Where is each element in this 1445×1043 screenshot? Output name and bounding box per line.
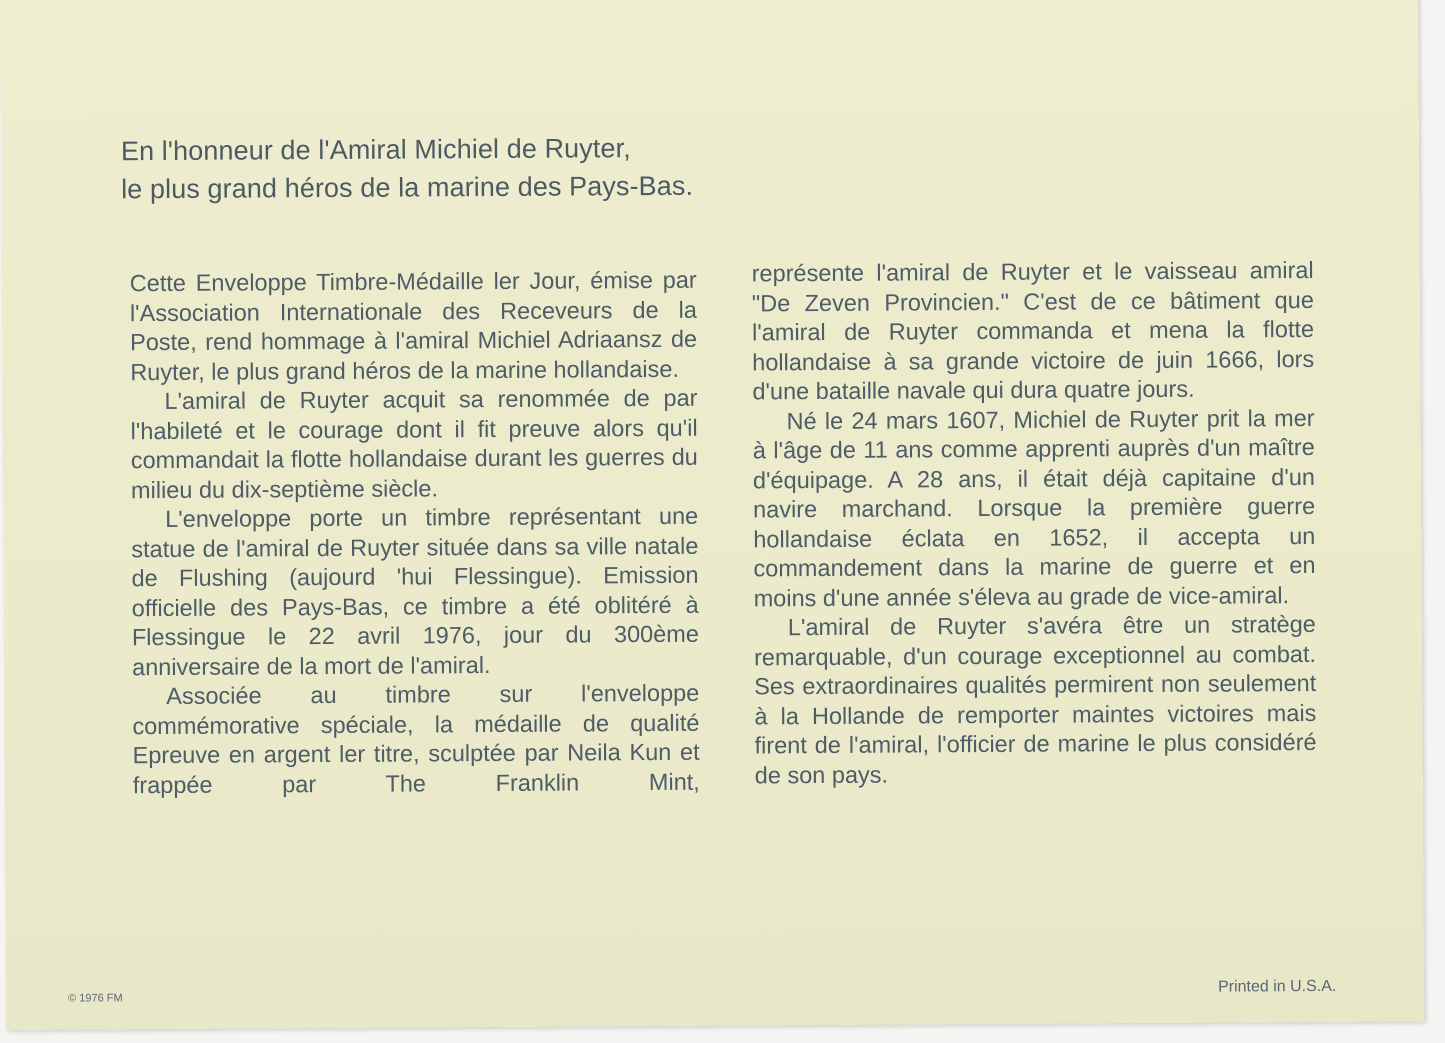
paragraph: représente l'amiral de Ruyter et le vaisseau amiral "De Zeven Provincien." C'est de ce bâtiment que l'amiral de Ruyter commanda et mena la flotte hollandaise à sa grande victoire de juin 1666, lors d'une bataille navale qui dura quatre jours. — [751, 256, 1315, 405]
paragraph: Associée au timbre sur l'enveloppe commémorative spéciale, la médaille de qualité Epreuve en argent ler titre, sculptée par Neila Kun et frappée par The Franklin Mint, — [132, 679, 700, 798]
paragraph: Cette Enveloppe Timbre-Médaille ler Jour, émise par l'Association Internationale des Receveurs de la Poste, rend hommage à l'amiral Michiel Adriaansz de Ruyter, le plus grand héros de la marine hollandaise. — [129, 266, 698, 385]
printed-in-notice: Printed in U.S.A. — [1218, 977, 1337, 996]
paragraph: L'enveloppe porte un timbre représentant une statue de l'amiral de Ruyter située dans sa ville natale de Flushing (aujourd 'hui Flessingue). Emission officielle des Pays-Bas, ce timbre a été oblitéré à Flessingue le 22 avril 1976, jour du 300ème anniversaire de la mort de l'amiral. — [131, 502, 699, 680]
paragraph: Né le 24 mars 1607, Michiel de Ruyter prit la mer à l'âge de 11 ans comme apprenti auprès d'un maître d'équipage. A 28 ans, il était déjà capitaine d'un navire marchand. Lorsque la première guerre hollandaise éclata en 1652, il accepta un commandement dans la marine de guerre et en moins d'une année s'éleva au grade de vice-amiral. — [752, 404, 1316, 611]
title-line-2: le plus grand héros de la marine des Pays-Bas. — [121, 170, 694, 205]
paragraph: L'amiral de Ruyter s'avéra être un stratège remarquable, d'un courage exceptionnel au combat. Ses extraordinaires qualités permirent non seulement à la Hollande de remporter maintes victoires mais firent de l'amiral, l'officier de marine le plus considéré de son pays. — [753, 610, 1317, 788]
left-column — [130, 266, 700, 800]
copyright-notice: © 1976 FM — [68, 992, 123, 1005]
title-line-1: En l'honneur de l'Amiral Michiel de Ruyter, — [120, 133, 631, 167]
paragraph: L'amiral de Ruyter acquit sa renommée de par l'habileté et le courage dont il fit preuve alors qu'il commandait la flotte hollandaise durant les guerres du milieu du dix-septième siècle. — [130, 384, 698, 503]
card-title — [121, 129, 693, 208]
right-column — [752, 256, 1317, 790]
